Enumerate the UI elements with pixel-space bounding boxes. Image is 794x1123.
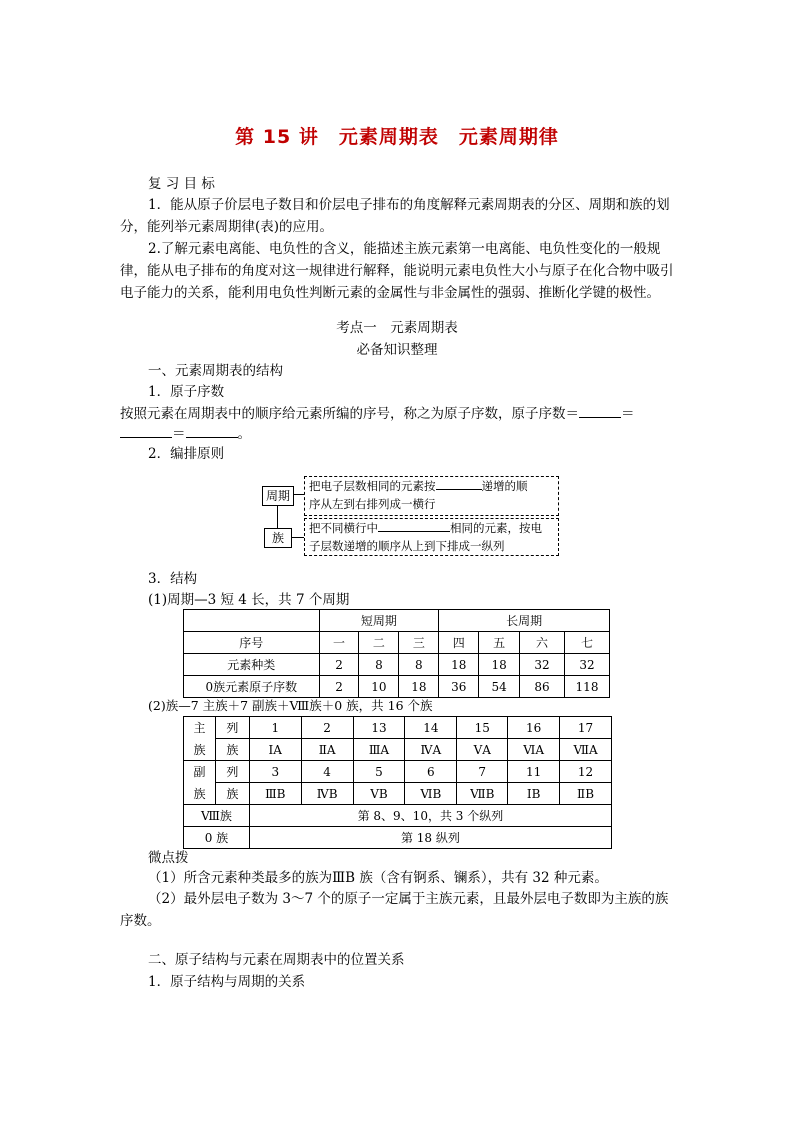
- zero-group-number: 10: [359, 676, 399, 698]
- period-label-box: 周期: [262, 486, 294, 506]
- main-column: 15: [457, 717, 508, 739]
- main-column: 2: [301, 717, 353, 739]
- review-heading: 复 习 目 标: [148, 176, 215, 192]
- main-column: 16: [508, 717, 560, 739]
- main-group: ⅡA: [301, 739, 353, 761]
- main-group: ⅥA: [508, 739, 560, 761]
- period-number: 七: [565, 632, 610, 654]
- sub-group: ⅤB: [353, 783, 405, 805]
- connector-group: [291, 537, 304, 538]
- main-group: ⅢA: [353, 739, 405, 761]
- period-rule-text-2: 递增的顺: [481, 479, 528, 493]
- atomic-number-sentence: [120, 403, 635, 424]
- tip-2-text: （2）最外层电子数为 3～7 个的原子一定属于主族元素，且最外层电子数即为主族的族序数。: [120, 891, 669, 929]
- element-count: 2: [319, 654, 359, 676]
- sub-lie-label: 列: [215, 761, 249, 783]
- main-column: 1: [249, 717, 301, 739]
- review-goal-2: [120, 238, 675, 304]
- sub-group: ⅡB: [560, 783, 612, 805]
- main-group: ⅠA: [249, 739, 301, 761]
- main-group: ⅣA: [405, 739, 457, 761]
- zero-group-number: 18: [399, 676, 439, 698]
- group-table: [183, 716, 612, 849]
- zero-group-number: 86: [520, 676, 565, 698]
- period-rule-text-1: 把电子层数相同的元素按: [309, 479, 436, 493]
- row-label-count: 元素种类: [184, 654, 320, 676]
- period-rule-text-3: 序从左到右排列成一横行: [309, 497, 436, 511]
- tip-heading: 微点拨: [148, 850, 189, 866]
- row-label-number: 序号: [184, 632, 320, 654]
- element-count: 18: [439, 654, 479, 676]
- sub-column: 7: [457, 761, 508, 783]
- sentence-end: 。: [237, 426, 251, 442]
- sub-group: ⅥB: [405, 783, 457, 805]
- sub-column: 6: [405, 761, 457, 783]
- main-column: 17: [560, 717, 612, 739]
- sub-zu-label: 族: [215, 783, 249, 805]
- period-number: 三: [399, 632, 439, 654]
- group-rule-text-3: 子层数递增的顺序从上到下排成一纵列: [309, 539, 505, 553]
- element-count: 8: [399, 654, 439, 676]
- row-label-zero-group: 0族元素原子序数: [184, 676, 320, 698]
- atomic-number-sentence-2: [120, 423, 251, 444]
- period-number: 六: [520, 632, 565, 654]
- period-table: [183, 609, 610, 698]
- equals-sign-2: ＝: [172, 426, 186, 442]
- section1-heading: 一、元素周期表的结构: [148, 363, 283, 379]
- sub-column: 5: [353, 761, 405, 783]
- sub-group-label-bottom: 族: [184, 783, 216, 805]
- main-group: ⅦA: [560, 739, 612, 761]
- group-rule-text-2: 相同的元素，按电: [450, 521, 542, 535]
- blank-1: [579, 403, 621, 418]
- element-count: 18: [479, 654, 520, 676]
- main-column: 14: [405, 717, 457, 739]
- main-column: 13: [353, 717, 405, 739]
- periods-intro: (1)周期—3 短 4 长，共 7 个周期: [148, 592, 350, 608]
- viii-group-text: 第 8、9、10，共 3 个纵列: [249, 805, 611, 827]
- section1-item2: 2．编排原则: [148, 446, 225, 462]
- element-count: 32: [565, 654, 610, 676]
- period-number: 四: [439, 632, 479, 654]
- atomic-number-text: 按照元素在周期表中的顺序给元素所编的序号，称之为原子序数，原子序数＝: [120, 406, 579, 422]
- kaodian-title: 考点一 元素周期表: [336, 320, 458, 336]
- section2-item1: 1．原子结构与周期的关系: [148, 974, 306, 990]
- long-period-header: 长周期: [439, 610, 610, 632]
- section2-heading: 二、原子结构与元素在周期表中的位置关系: [148, 952, 405, 968]
- period-number: 二: [359, 632, 399, 654]
- section1-item3: 3．结构: [148, 571, 198, 587]
- zero-group-number: 2: [319, 676, 359, 698]
- page-title: 第 15 讲 元素周期表 元素周期律: [235, 126, 559, 148]
- kaodian-subtitle: 必备知识整理: [356, 342, 438, 358]
- sub-group: ⅦB: [457, 783, 508, 805]
- group-rule-text-1: 把不同横行中: [309, 521, 378, 535]
- sub-column: 12: [560, 761, 612, 783]
- blank-period: [436, 477, 482, 490]
- element-count: 8: [359, 654, 399, 676]
- connector-vertical: [277, 505, 278, 528]
- main-lie-label: 列: [215, 717, 249, 739]
- zero-group-text: 第 18 纵列: [249, 827, 611, 849]
- zero-group-number: 54: [479, 676, 520, 698]
- review-goal-2-text: 2.了解元素电离能、电负性的含义，能描述主族元素第一电离能、电负性变化的一般规律，能从电子排布的角度对这一规律进行解释，能说明元素电负性大小与原子在化合物中吸引电子能力的关系，能利用电负性判断元素的金属性与非金属性的强弱、推断化学键的极性。: [120, 241, 674, 301]
- sub-column: 11: [508, 761, 560, 783]
- blank-3: [186, 423, 238, 438]
- sub-group-label-top: 副: [184, 761, 216, 783]
- zero-group-number: 36: [439, 676, 479, 698]
- period-number: 五: [479, 632, 520, 654]
- sub-column: 4: [301, 761, 353, 783]
- period-table-corner: [184, 610, 320, 632]
- group-rule-box: [304, 518, 559, 556]
- blank-group: [378, 519, 450, 532]
- blank-2: [120, 423, 172, 438]
- period-number: 一: [319, 632, 359, 654]
- main-group-label-top: 主: [184, 717, 216, 739]
- element-count: 32: [520, 654, 565, 676]
- main-group-label-bottom: 族: [184, 739, 216, 761]
- sub-group: ⅢB: [249, 783, 301, 805]
- tip-2: [120, 888, 675, 932]
- main-group: ⅤA: [457, 739, 508, 761]
- zero-group-label: 0 族: [184, 827, 250, 849]
- group-label-box: 族: [264, 528, 292, 548]
- main-zu-label: 族: [215, 739, 249, 761]
- section1-item1: 1．原子序数: [148, 384, 225, 400]
- sub-group: ⅣB: [301, 783, 353, 805]
- review-goal-1-text: 1．能从原子价层电子数目和价层电子排布的角度解释元素周期表的分区、周期和族的划分，能列举元素周期律(表)的应用。: [120, 197, 670, 235]
- connector-period: [293, 494, 304, 495]
- viii-group-label: Ⅷ族: [184, 805, 250, 827]
- period-rule-box: [304, 476, 559, 516]
- sub-group: ⅠB: [508, 783, 560, 805]
- groups-intro: (2)族—7 主族＋7 副族＋Ⅷ族＋0 族，共 16 个族: [148, 698, 433, 713]
- tip-1: （1）所含元素种类最多的族为ⅢB 族（含有锕系、镧系），共有 32 种元素。: [148, 870, 608, 886]
- review-goal-1: [120, 194, 675, 238]
- zero-group-number: 118: [565, 676, 610, 698]
- equals-sign-1: ＝: [621, 406, 635, 422]
- short-period-header: 短周期: [319, 610, 439, 632]
- sub-column: 3: [249, 761, 301, 783]
